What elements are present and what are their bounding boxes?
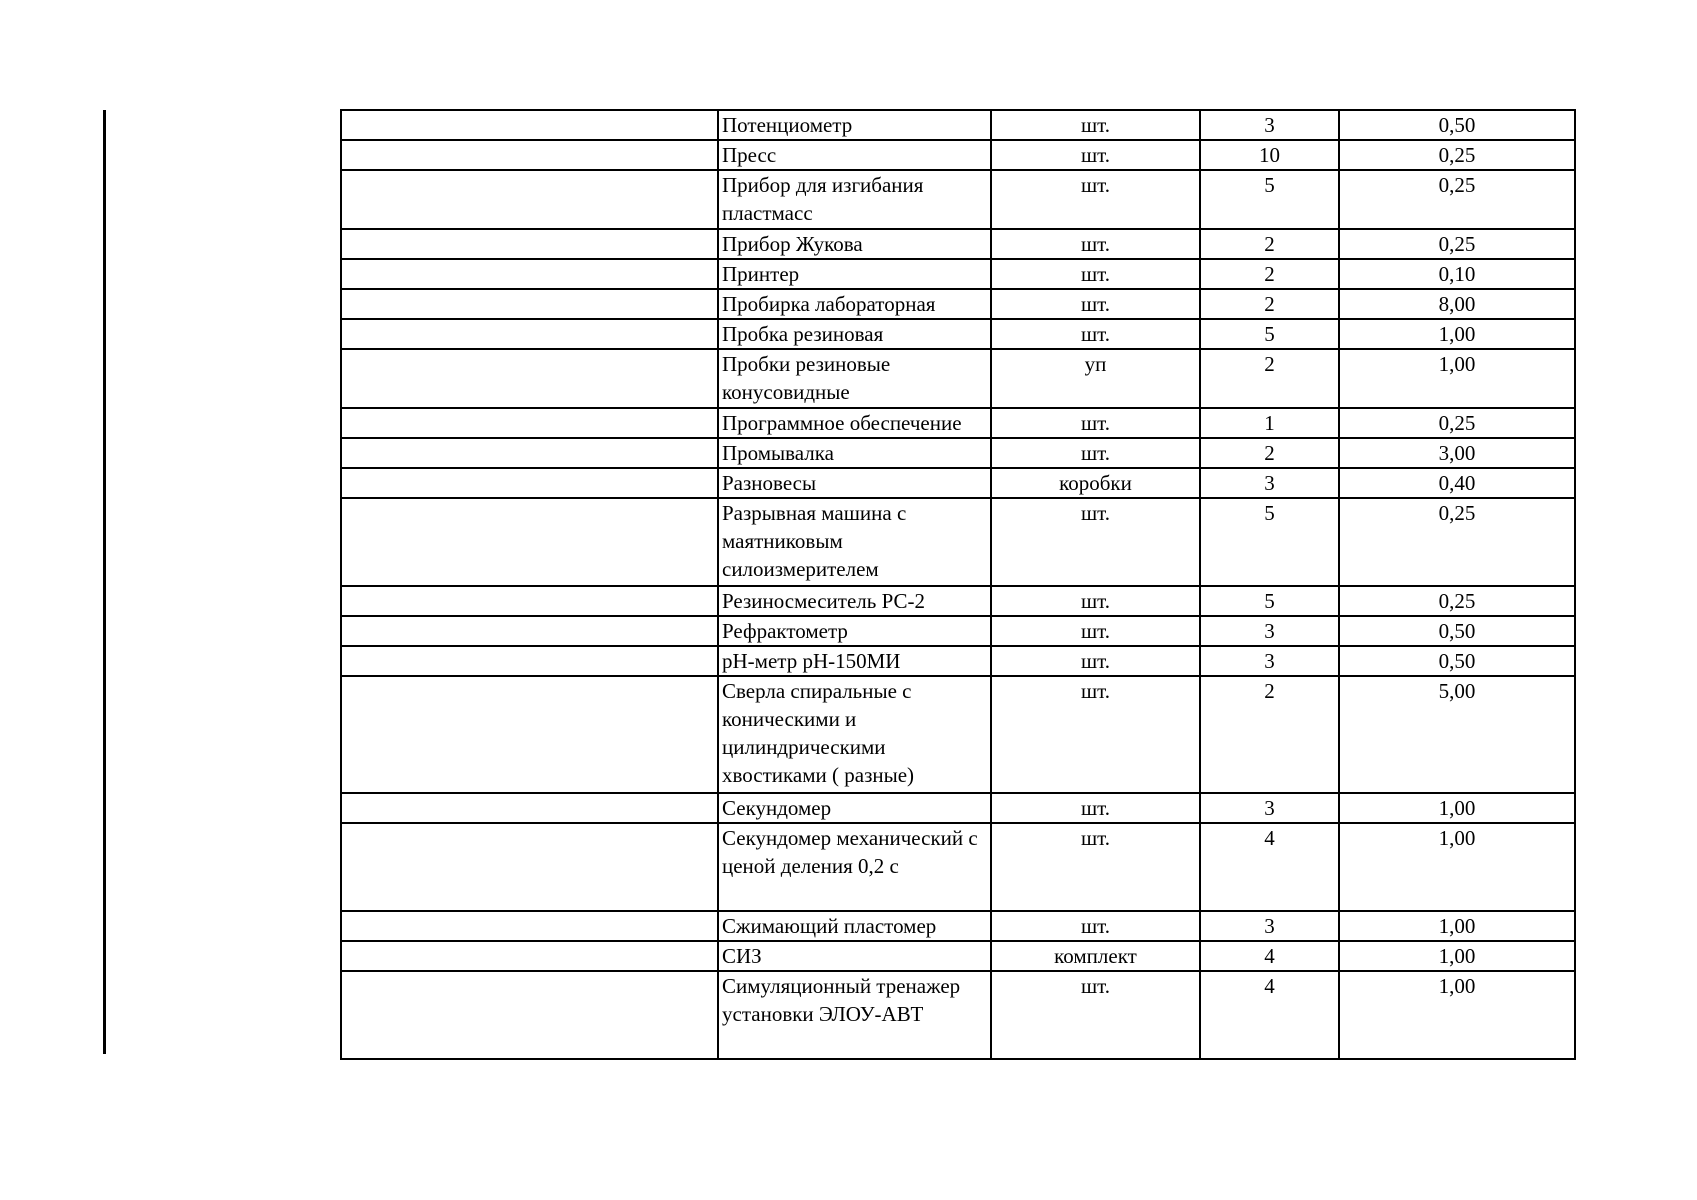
norm-cell	[1339, 229, 1575, 259]
item-norm: 1,00	[1438, 322, 1476, 346]
item-norm: 0,25	[1438, 501, 1476, 525]
item-name: Пробки резиновые конусовидные	[722, 352, 891, 404]
unit-cell	[991, 110, 1200, 140]
norm-cell	[1339, 646, 1575, 676]
item-name-cell	[718, 468, 991, 498]
item-name-cell	[718, 349, 991, 408]
norm-cell	[1339, 289, 1575, 319]
item-name: Рефрактометр	[722, 619, 848, 643]
empty-cell	[341, 349, 718, 408]
norm-cell	[1339, 170, 1575, 229]
empty-cell	[341, 408, 718, 438]
norm-cell	[1339, 438, 1575, 468]
item-quantity: 5	[1264, 589, 1275, 613]
item-unit: уп	[1084, 352, 1107, 376]
empty-cell	[341, 498, 718, 586]
empty-cell	[341, 140, 718, 170]
table-row	[341, 349, 1575, 408]
norm-cell	[1339, 140, 1575, 170]
norm-cell	[1339, 110, 1575, 140]
norm-cell	[1339, 793, 1575, 823]
item-unit: шт.	[1080, 796, 1111, 820]
item-name: Программное обеспечение	[722, 411, 962, 435]
item-name-cell	[718, 823, 991, 911]
table-row	[341, 319, 1575, 349]
item-name: Симуляционный тренажер установки ЭЛОУ-АВТ	[722, 974, 961, 1026]
quantity-cell	[1200, 823, 1339, 911]
unit-cell	[991, 971, 1200, 1059]
empty-cell	[341, 911, 718, 941]
item-unit: шт.	[1080, 322, 1111, 346]
unit-cell	[991, 616, 1200, 646]
item-unit: комплект	[1054, 944, 1137, 968]
norm-cell	[1339, 911, 1575, 941]
item-quantity: 2	[1264, 262, 1275, 286]
item-name-cell	[718, 289, 991, 319]
item-name: рН-метр рН-150МИ	[722, 649, 901, 673]
item-quantity: 2	[1264, 232, 1275, 256]
norm-cell	[1339, 468, 1575, 498]
item-quantity: 3	[1264, 113, 1275, 137]
unit-cell	[991, 319, 1200, 349]
unit-cell	[991, 468, 1200, 498]
item-quantity: 4	[1264, 826, 1275, 850]
table-row	[341, 616, 1575, 646]
item-name-cell	[718, 140, 991, 170]
norm-cell	[1339, 349, 1575, 408]
empty-cell	[341, 289, 718, 319]
unit-cell	[991, 823, 1200, 911]
item-name: Секундомер механический с ценой деления 0,2 с	[722, 826, 978, 878]
table-row	[341, 911, 1575, 941]
item-unit: шт.	[1080, 826, 1111, 850]
unit-cell	[991, 170, 1200, 229]
item-quantity: 2	[1264, 352, 1275, 376]
quantity-cell	[1200, 319, 1339, 349]
item-unit: шт.	[1080, 914, 1111, 938]
norm-cell	[1339, 498, 1575, 586]
unit-cell	[991, 586, 1200, 616]
unit-cell	[991, 408, 1200, 438]
item-unit: шт.	[1080, 441, 1111, 465]
table-row	[341, 586, 1575, 616]
item-quantity: 2	[1264, 292, 1275, 316]
table-row	[341, 259, 1575, 289]
item-name: Секундомер	[722, 796, 832, 820]
table-row	[341, 793, 1575, 823]
empty-cell	[341, 646, 718, 676]
quantity-cell	[1200, 911, 1339, 941]
item-name-cell	[718, 170, 991, 229]
item-name: Прибор Жукова	[722, 232, 863, 256]
table-row	[341, 676, 1575, 793]
item-norm: 0,50	[1438, 649, 1476, 673]
empty-cell	[341, 259, 718, 289]
unit-cell	[991, 793, 1200, 823]
item-name-cell	[718, 408, 991, 438]
unit-cell	[991, 438, 1200, 468]
item-unit: шт.	[1080, 262, 1111, 286]
table-row	[341, 971, 1575, 1059]
item-quantity: 2	[1264, 679, 1275, 703]
item-name: Разновесы	[722, 471, 817, 495]
unit-cell	[991, 229, 1200, 259]
item-norm: 0,25	[1438, 411, 1476, 435]
item-norm: 1,00	[1438, 352, 1476, 376]
table-row	[341, 941, 1575, 971]
empty-cell	[341, 616, 718, 646]
item-name: СИЗ	[722, 944, 762, 968]
item-name-cell	[718, 498, 991, 586]
norm-cell	[1339, 823, 1575, 911]
empty-cell	[341, 110, 718, 140]
item-unit: шт.	[1080, 292, 1111, 316]
item-unit: шт.	[1080, 619, 1111, 643]
quantity-cell	[1200, 259, 1339, 289]
item-unit: коробки	[1059, 471, 1132, 495]
item-name: Разрывная машина с маятниковым силоизмерителем	[722, 501, 907, 581]
item-unit: шт.	[1080, 173, 1111, 197]
table-row	[341, 438, 1575, 468]
item-name: Пробирка лабораторная	[722, 292, 936, 316]
quantity-cell	[1200, 468, 1339, 498]
item-name-cell	[718, 110, 991, 140]
item-unit: шт.	[1080, 649, 1111, 673]
item-norm: 1,00	[1438, 974, 1476, 998]
item-quantity: 3	[1264, 471, 1275, 495]
item-quantity: 5	[1264, 173, 1275, 197]
unit-cell	[991, 646, 1200, 676]
item-quantity: 5	[1264, 322, 1275, 346]
item-norm: 0,10	[1438, 262, 1476, 286]
item-norm: 1,00	[1438, 914, 1476, 938]
empty-cell	[341, 438, 718, 468]
item-norm: 0,25	[1438, 589, 1476, 613]
empty-cell	[341, 971, 718, 1059]
item-name: Принтер	[722, 262, 800, 286]
item-norm: 0,25	[1438, 143, 1476, 167]
item-name: Сверла спиральные с коническими и цилиндрическими хвостиками ( разные)	[722, 679, 915, 787]
norm-cell	[1339, 676, 1575, 793]
unit-cell	[991, 259, 1200, 289]
table-row	[341, 229, 1575, 259]
quantity-cell	[1200, 793, 1339, 823]
item-name: Промывалка	[722, 441, 834, 465]
item-quantity: 2	[1264, 441, 1275, 465]
item-quantity: 3	[1264, 619, 1275, 643]
item-name-cell	[718, 971, 991, 1059]
item-quantity: 10	[1259, 143, 1280, 167]
item-name-cell	[718, 259, 991, 289]
item-norm: 1,00	[1438, 944, 1476, 968]
table-row	[341, 110, 1575, 140]
norm-cell	[1339, 586, 1575, 616]
item-unit: шт.	[1080, 113, 1111, 137]
item-name-cell	[718, 229, 991, 259]
quantity-cell	[1200, 349, 1339, 408]
quantity-cell	[1200, 170, 1339, 229]
unit-cell	[991, 140, 1200, 170]
equipment-table	[340, 109, 1576, 1060]
item-norm: 1,00	[1438, 796, 1476, 820]
item-name: Пресс	[722, 143, 777, 167]
item-name-cell	[718, 793, 991, 823]
item-norm: 0,50	[1438, 619, 1476, 643]
empty-cell	[341, 170, 718, 229]
unit-cell	[991, 941, 1200, 971]
unit-cell	[991, 911, 1200, 941]
quantity-cell	[1200, 289, 1339, 319]
empty-cell	[341, 793, 718, 823]
item-name-cell	[718, 616, 991, 646]
empty-cell	[341, 468, 718, 498]
item-quantity: 5	[1264, 501, 1275, 525]
item-name-cell	[718, 438, 991, 468]
item-name: Сжимающий пластомер	[722, 914, 937, 938]
item-quantity: 1	[1264, 411, 1275, 435]
item-unit: шт.	[1080, 143, 1111, 167]
item-unit: шт.	[1080, 974, 1111, 998]
item-norm: 0,40	[1438, 471, 1476, 495]
table-row	[341, 408, 1575, 438]
item-name-cell	[718, 586, 991, 616]
item-unit: шт.	[1080, 501, 1111, 525]
table-row	[341, 646, 1575, 676]
norm-cell	[1339, 319, 1575, 349]
quantity-cell	[1200, 941, 1339, 971]
item-quantity: 3	[1264, 914, 1275, 938]
item-unit: шт.	[1080, 411, 1111, 435]
norm-cell	[1339, 971, 1575, 1059]
item-norm: 5,00	[1438, 679, 1476, 703]
norm-cell	[1339, 941, 1575, 971]
empty-cell	[341, 586, 718, 616]
item-name: Пробка резиновая	[722, 322, 884, 346]
quantity-cell	[1200, 646, 1339, 676]
item-name-cell	[718, 911, 991, 941]
norm-cell	[1339, 259, 1575, 289]
item-norm: 8,00	[1438, 292, 1476, 316]
item-name-cell	[718, 319, 991, 349]
table-row	[341, 140, 1575, 170]
unit-cell	[991, 349, 1200, 408]
item-quantity: 4	[1264, 974, 1275, 998]
norm-cell	[1339, 408, 1575, 438]
item-name-cell	[718, 646, 991, 676]
norm-cell	[1339, 616, 1575, 646]
item-quantity: 4	[1264, 944, 1275, 968]
empty-cell	[341, 676, 718, 793]
item-quantity: 3	[1264, 649, 1275, 673]
table-row	[341, 170, 1575, 229]
item-name-cell	[718, 941, 991, 971]
quantity-cell	[1200, 971, 1339, 1059]
item-unit: шт.	[1080, 232, 1111, 256]
table-row	[341, 498, 1575, 586]
item-norm: 3,00	[1438, 441, 1476, 465]
quantity-cell	[1200, 110, 1339, 140]
table-row	[341, 289, 1575, 319]
empty-cell	[341, 319, 718, 349]
quantity-cell	[1200, 438, 1339, 468]
unit-cell	[991, 676, 1200, 793]
item-norm: 0,50	[1438, 113, 1476, 137]
item-name-cell	[718, 676, 991, 793]
item-unit: шт.	[1080, 589, 1111, 613]
quantity-cell	[1200, 586, 1339, 616]
unit-cell	[991, 498, 1200, 586]
item-norm: 1,00	[1438, 826, 1476, 850]
item-norm: 0,25	[1438, 173, 1476, 197]
table-row	[341, 823, 1575, 911]
empty-cell	[341, 941, 718, 971]
quantity-cell	[1200, 408, 1339, 438]
table-row	[341, 468, 1575, 498]
unit-cell	[991, 289, 1200, 319]
item-norm: 0,25	[1438, 232, 1476, 256]
quantity-cell	[1200, 676, 1339, 793]
item-unit: шт.	[1080, 679, 1111, 703]
empty-cell	[341, 229, 718, 259]
item-name: Резиносмеситель РС-2	[722, 589, 926, 613]
quantity-cell	[1200, 229, 1339, 259]
item-quantity: 3	[1264, 796, 1275, 820]
empty-cell	[341, 823, 718, 911]
quantity-cell	[1200, 140, 1339, 170]
item-name: Прибор для изгибания пластмасс	[722, 173, 924, 225]
left-margin-rule	[103, 110, 106, 1054]
item-name: Потенциометр	[722, 113, 853, 137]
quantity-cell	[1200, 616, 1339, 646]
quantity-cell	[1200, 498, 1339, 586]
